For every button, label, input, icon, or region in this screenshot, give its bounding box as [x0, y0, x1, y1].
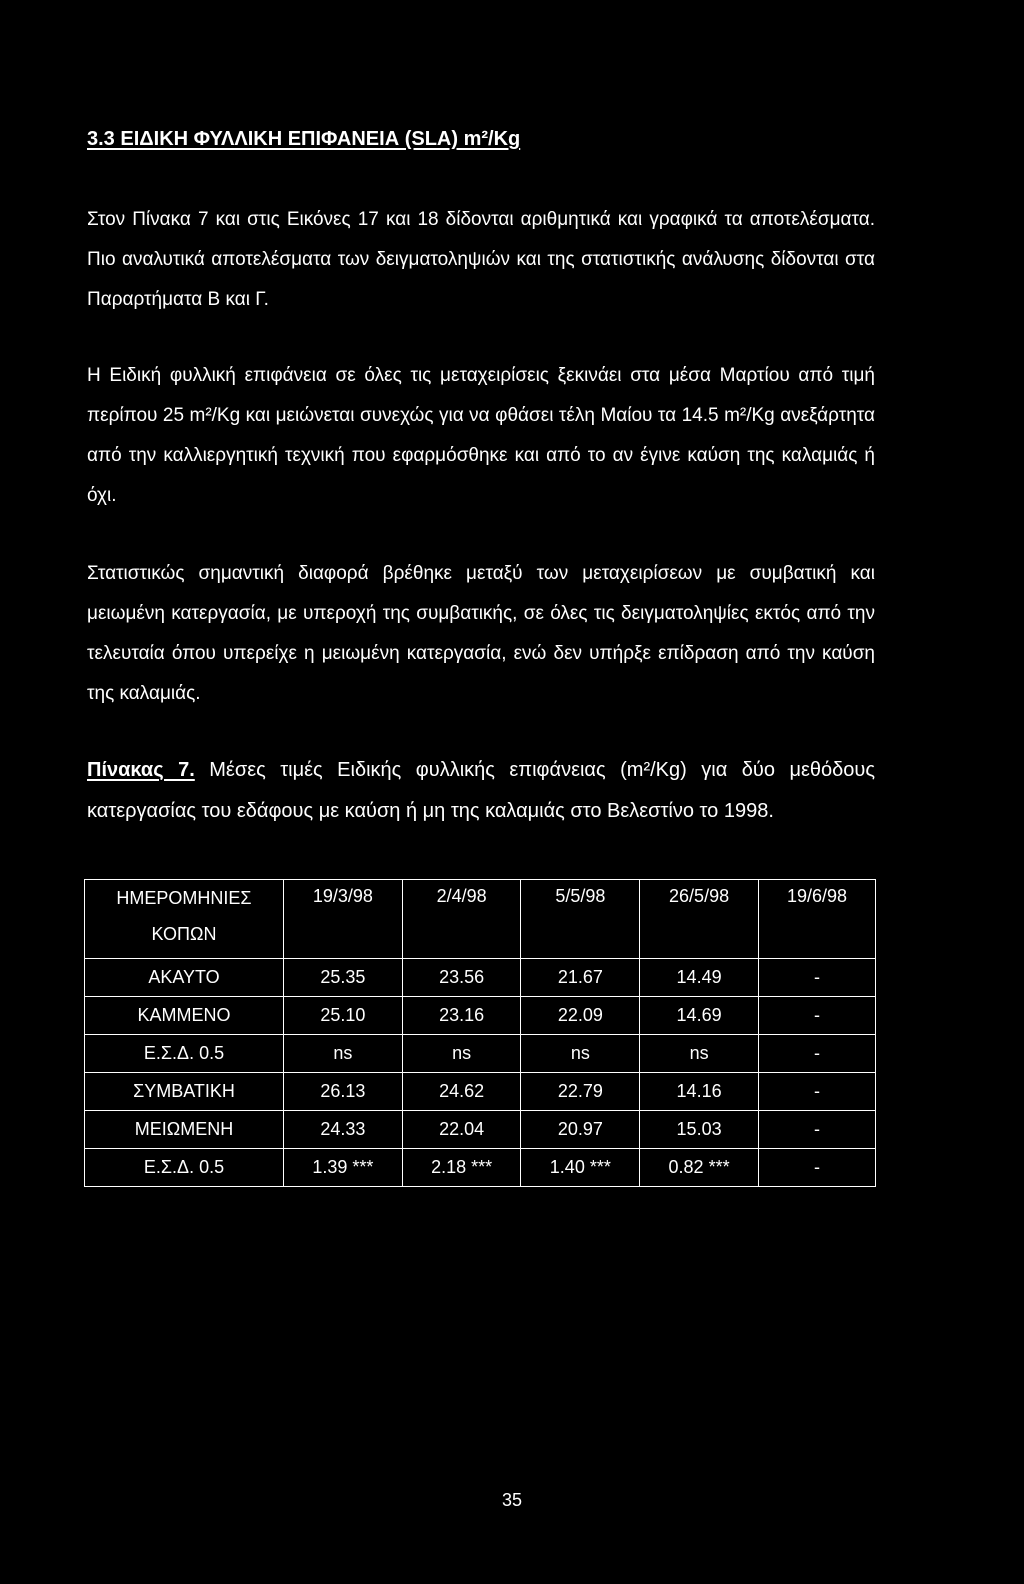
table-cell: - — [758, 1035, 875, 1073]
table-cell: - — [758, 1073, 875, 1111]
row-label: ΣΥΜΒΑΤΙΚΗ — [85, 1073, 284, 1111]
table-cell: 26.13 — [284, 1073, 403, 1111]
paragraph-sla-trend: Η Ειδική φυλλική επιφάνεια σε όλες τις μεταχειρίσεις ξεκινάει στα μέσα Μαρτίου από τιμή περίπου 25 m²/Kg και μειώνεται συνεχώς για να φθάσει τέλη Μαίου τα 14.5 m²/Kg ανεξάρτητα από την καλλιεργητική τεχνική που εφαρμόσθηκε και από το αν έγινε καύση της καλαμιάς ή όχι. — [87, 365, 875, 506]
table-row — [85, 1035, 876, 1073]
paragraph-statistics: Στατιστικώς σημαντική διαφορά βρέθηκε μεταξύ των μεταχειρίσεων με συμβατική και μειωμένη κατεργασία, με υπεροχή της συμβατικής, σε όλες τις δειγματοληψίες εκτός από την τελευταία όπου υπερείχε η μειωμένη κατεργασία, ενώ δεν υπήρξε επίδραση από την καύση της καλαμιάς. — [87, 563, 875, 704]
header-cutting-dates: ΗΜΕΡΟΜΗΝΙΕΣ ΚΟΠΩΝ — [85, 880, 284, 959]
table-cell: 0.82 *** — [640, 1149, 759, 1187]
header-date: 19/3/98 — [284, 880, 403, 959]
section-title: 3.3 ΕΙΔΙΚΗ ΦΥΛΛΙΚΗ ΕΠΙΦΑΝΕΙΑ (SLA) m²/Kg — [87, 128, 521, 150]
page-number: 35 — [501, 1490, 523, 1510]
table-cell: - — [758, 997, 875, 1035]
table-row — [85, 1073, 876, 1111]
row-label: ΚΑΜΜΕΝΟ — [85, 997, 284, 1035]
table-cell: 2.18 *** — [402, 1149, 521, 1187]
table-caption-text: Μέσες τιμές Ειδικής φυλλικής επιφάνειας (m²/Kg) για δύο μεθόδους κατεργασίας του εδάφους με καύση ή μη της καλαμιάς στο Βελεστίνο το 1998. — [87, 759, 875, 822]
table-caption-label: Πίνακας 7. — [87, 759, 195, 781]
row-label: ΜΕΙΩΜΕΝΗ — [85, 1111, 284, 1149]
header-date: 2/4/98 — [402, 880, 521, 959]
header-date: 5/5/98 — [521, 880, 640, 959]
table-row — [85, 959, 876, 997]
table-caption — [87, 750, 875, 832]
table-cell: ns — [640, 1035, 759, 1073]
header-date: 26/5/98 — [640, 880, 759, 959]
row-label: Ε.Σ.Δ. 0.5 — [85, 1149, 284, 1187]
table-cell: 15.03 — [640, 1111, 759, 1149]
table-cell: 25.10 — [284, 997, 403, 1035]
sla-table — [84, 879, 876, 1187]
table-cell: - — [758, 959, 875, 997]
table-cell: 22.04 — [402, 1111, 521, 1149]
table-cell: 21.67 — [521, 959, 640, 997]
table-cell: 23.16 — [402, 997, 521, 1035]
table-cell: 22.79 — [521, 1073, 640, 1111]
row-label: ΑΚΑΥΤΟ — [85, 959, 284, 997]
table-cell: 22.09 — [521, 997, 640, 1035]
table-row — [85, 997, 876, 1035]
table-row — [85, 1111, 876, 1149]
table-cell: 25.35 — [284, 959, 403, 997]
table-cell: 14.49 — [640, 959, 759, 997]
table-cell: 14.69 — [640, 997, 759, 1035]
table-cell: 1.39 *** — [284, 1149, 403, 1187]
table-cell: 20.97 — [521, 1111, 640, 1149]
table-cell: 1.40 *** — [521, 1149, 640, 1187]
table-cell: ns — [521, 1035, 640, 1073]
table-cell: - — [758, 1111, 875, 1149]
header-date: 19/6/98 — [758, 880, 875, 959]
table-cell: ns — [284, 1035, 403, 1073]
table-cell: 24.62 — [402, 1073, 521, 1111]
table-row — [85, 1149, 876, 1187]
paragraph-results-intro: Στον Πίνακα 7 και στις Εικόνες 17 και 18 δίδονται αριθμητικά και γραφικά τα αποτελέσματα. Πιο αναλυτικά αποτελέσματα των δειγματοληψιών και της στατιστικής ανάλυσης δίδονται στα Παραρτήματα Β και Γ. — [87, 209, 875, 310]
table-cell: 23.56 — [402, 959, 521, 997]
table-cell: - — [758, 1149, 875, 1187]
row-label: Ε.Σ.Δ. 0.5 — [85, 1035, 284, 1073]
table-cell: ns — [402, 1035, 521, 1073]
table-header-row — [85, 880, 876, 959]
table-cell: 24.33 — [284, 1111, 403, 1149]
table-cell: 14.16 — [640, 1073, 759, 1111]
